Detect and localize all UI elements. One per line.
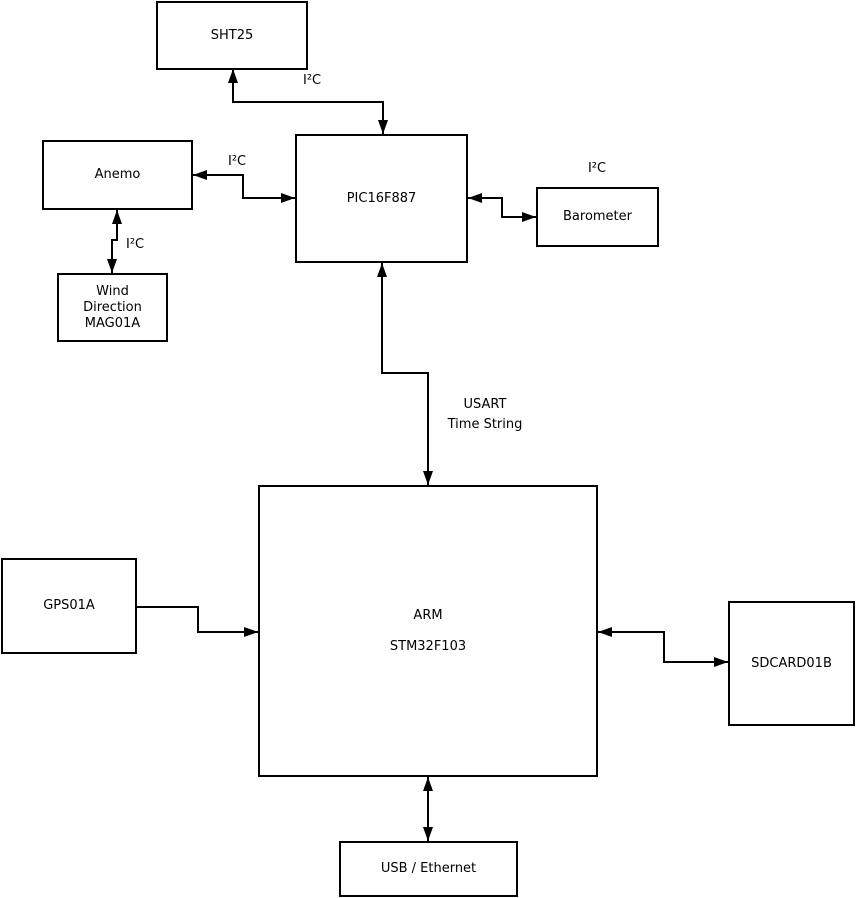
- node-usb-ethernet: [339, 841, 518, 897]
- node-wind-direction: [57, 273, 168, 342]
- node-gps01a-label: GPS01A: [43, 598, 95, 613]
- edge-label-usart-line1: USART: [463, 397, 507, 412]
- edge-label-i2c-pic-barometer: I²C: [587, 161, 607, 176]
- node-arm-label-line2: STM32F103: [389, 639, 467, 654]
- edge-label-i2c-sht25-pic: I²C: [303, 73, 322, 88]
- node-arm-stm32f103: [258, 485, 598, 777]
- edge-label-i2c-anemo-pic: I²C: [228, 154, 247, 169]
- connector-gps-arm: [137, 607, 258, 632]
- connector-anemo-winddirection: [112, 210, 117, 273]
- edge-label-usart: [424, 395, 546, 435]
- node-arm-label-line1: ARM: [413, 608, 443, 623]
- node-pic16f887-label: PIC16F887: [346, 190, 417, 206]
- connector-pic-arm: [382, 263, 428, 485]
- edge-label-i2c-anemo-winddirection: I²C: [126, 237, 145, 252]
- node-anemo-label: Anemo: [94, 167, 141, 182]
- node-sdcard01b-label: SDCARD01B: [751, 655, 832, 671]
- node-wind-direction-label-line3: MAG01A: [84, 315, 141, 331]
- node-barometer-label: Barometer: [563, 209, 632, 224]
- node-anemo: [42, 140, 193, 210]
- node-barometer: [536, 187, 659, 247]
- node-sht25-label: SHT25: [210, 27, 254, 43]
- node-sht25: [156, 1, 308, 70]
- node-sdcard01b: [728, 601, 855, 726]
- node-usb-ethernet-label: USB / Ethernet: [380, 861, 477, 876]
- edge-label-usart-line2: Time String: [447, 417, 523, 432]
- connector-anemo-pic: [193, 175, 295, 198]
- connector-pic-barometer: [468, 198, 536, 217]
- node-gps01a: [1, 558, 137, 654]
- node-wind-direction-label-line2: Direction: [83, 299, 142, 315]
- connector-arm-sdcard: [598, 632, 728, 662]
- node-pic16f887: [295, 134, 468, 263]
- node-wind-direction-label-line1: Wind: [96, 283, 129, 299]
